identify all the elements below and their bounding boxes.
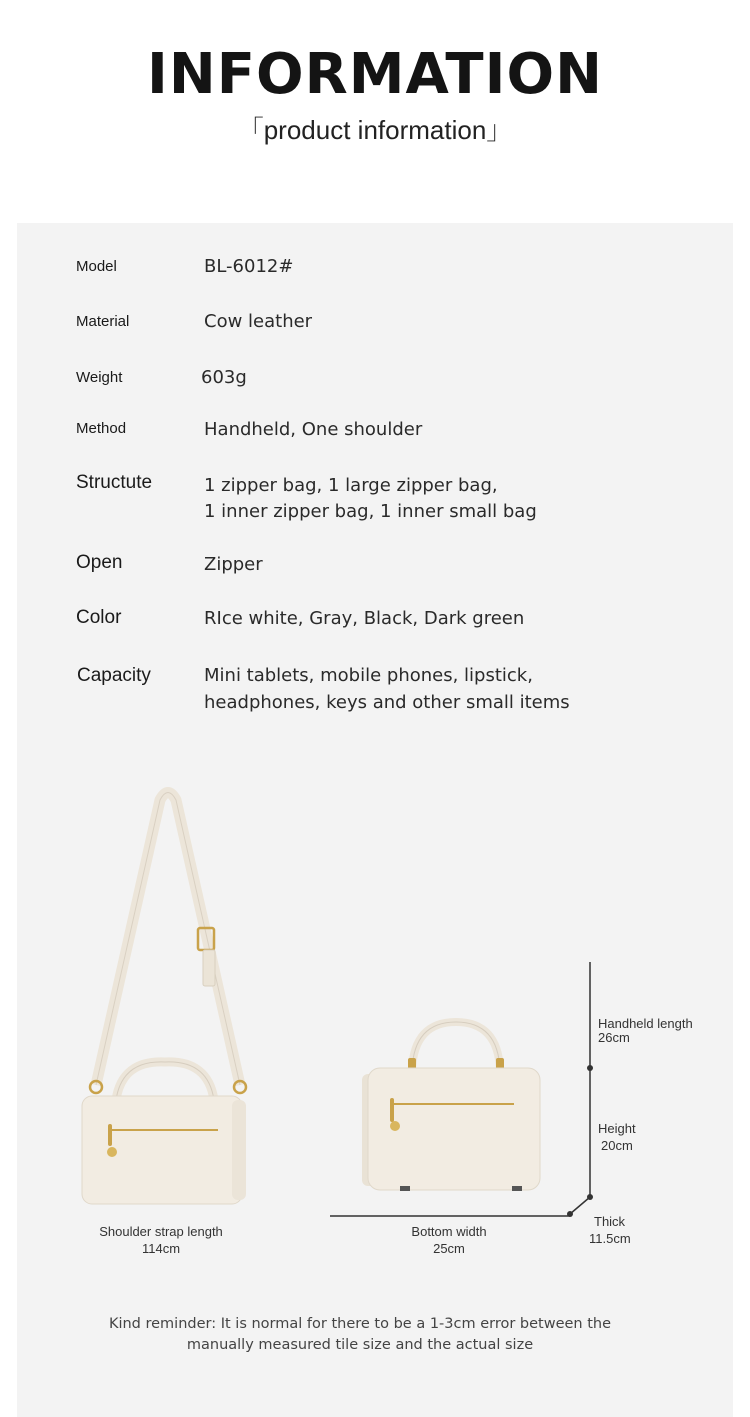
spec-label-color: Color [76, 607, 122, 628]
page-title: INFORMATION [147, 42, 603, 107]
spec-label-capacity: Capacity [77, 665, 151, 686]
spec-value-model: BL-6012# [204, 256, 294, 277]
shoulder-strap-label: Shoulder strap length [99, 1224, 223, 1239]
thick-label: Thick [594, 1214, 626, 1229]
kind-reminder [60, 1314, 660, 1356]
height-label: Height [598, 1121, 636, 1136]
reminder-line-2: manually measured tile size and the actual size [186, 1337, 534, 1353]
page-subtitle: 「product information」 [237, 115, 513, 145]
spec-label-model: Model [76, 258, 117, 275]
spec-label-structure: Structute [76, 472, 153, 493]
handheld-length-value: 26cm [598, 1030, 630, 1045]
reminder-line-1: Kind reminder: It is normal for there to be a 1-3cm error between the [108, 1316, 612, 1332]
spec-label-weight: Weight [76, 369, 123, 386]
spec-label-method: Method [76, 420, 127, 437]
bottom-width-label: Bottom width [411, 1224, 487, 1239]
thick-value: 11.5cm [589, 1231, 631, 1246]
spec-label-material: Material [76, 313, 130, 330]
spec-label-open: Open [76, 552, 123, 573]
bag-with-shoulder-strap [82, 793, 246, 1205]
spec-value-structure-2: 1 inner zipper bag, 1 inner small bag [204, 501, 537, 522]
spec-value-method: Handheld, One shoulder [204, 419, 423, 440]
spec-value-open: Zipper [204, 554, 263, 575]
spec-value-capacity-2: headphones, keys and other small items [204, 692, 570, 713]
bag-handheld [362, 1022, 540, 1191]
shoulder-strap-value: 114cm [141, 1241, 181, 1256]
height-value: 20cm [601, 1138, 633, 1153]
spec-value-weight: 603g [201, 367, 247, 388]
spec-value-color: RIce white, Gray, Black, Dark green [204, 608, 525, 629]
spec-value-material: Cow leather [204, 311, 313, 332]
spec-value-structure-1: 1 zipper bag, 1 large zipper bag, [204, 475, 498, 496]
spec-value-capacity-1: Mini tablets, mobile phones, lipstick, [204, 665, 533, 686]
bottom-width-value: 25cm [433, 1241, 465, 1256]
handheld-length-label: Handheld length [598, 1016, 693, 1031]
